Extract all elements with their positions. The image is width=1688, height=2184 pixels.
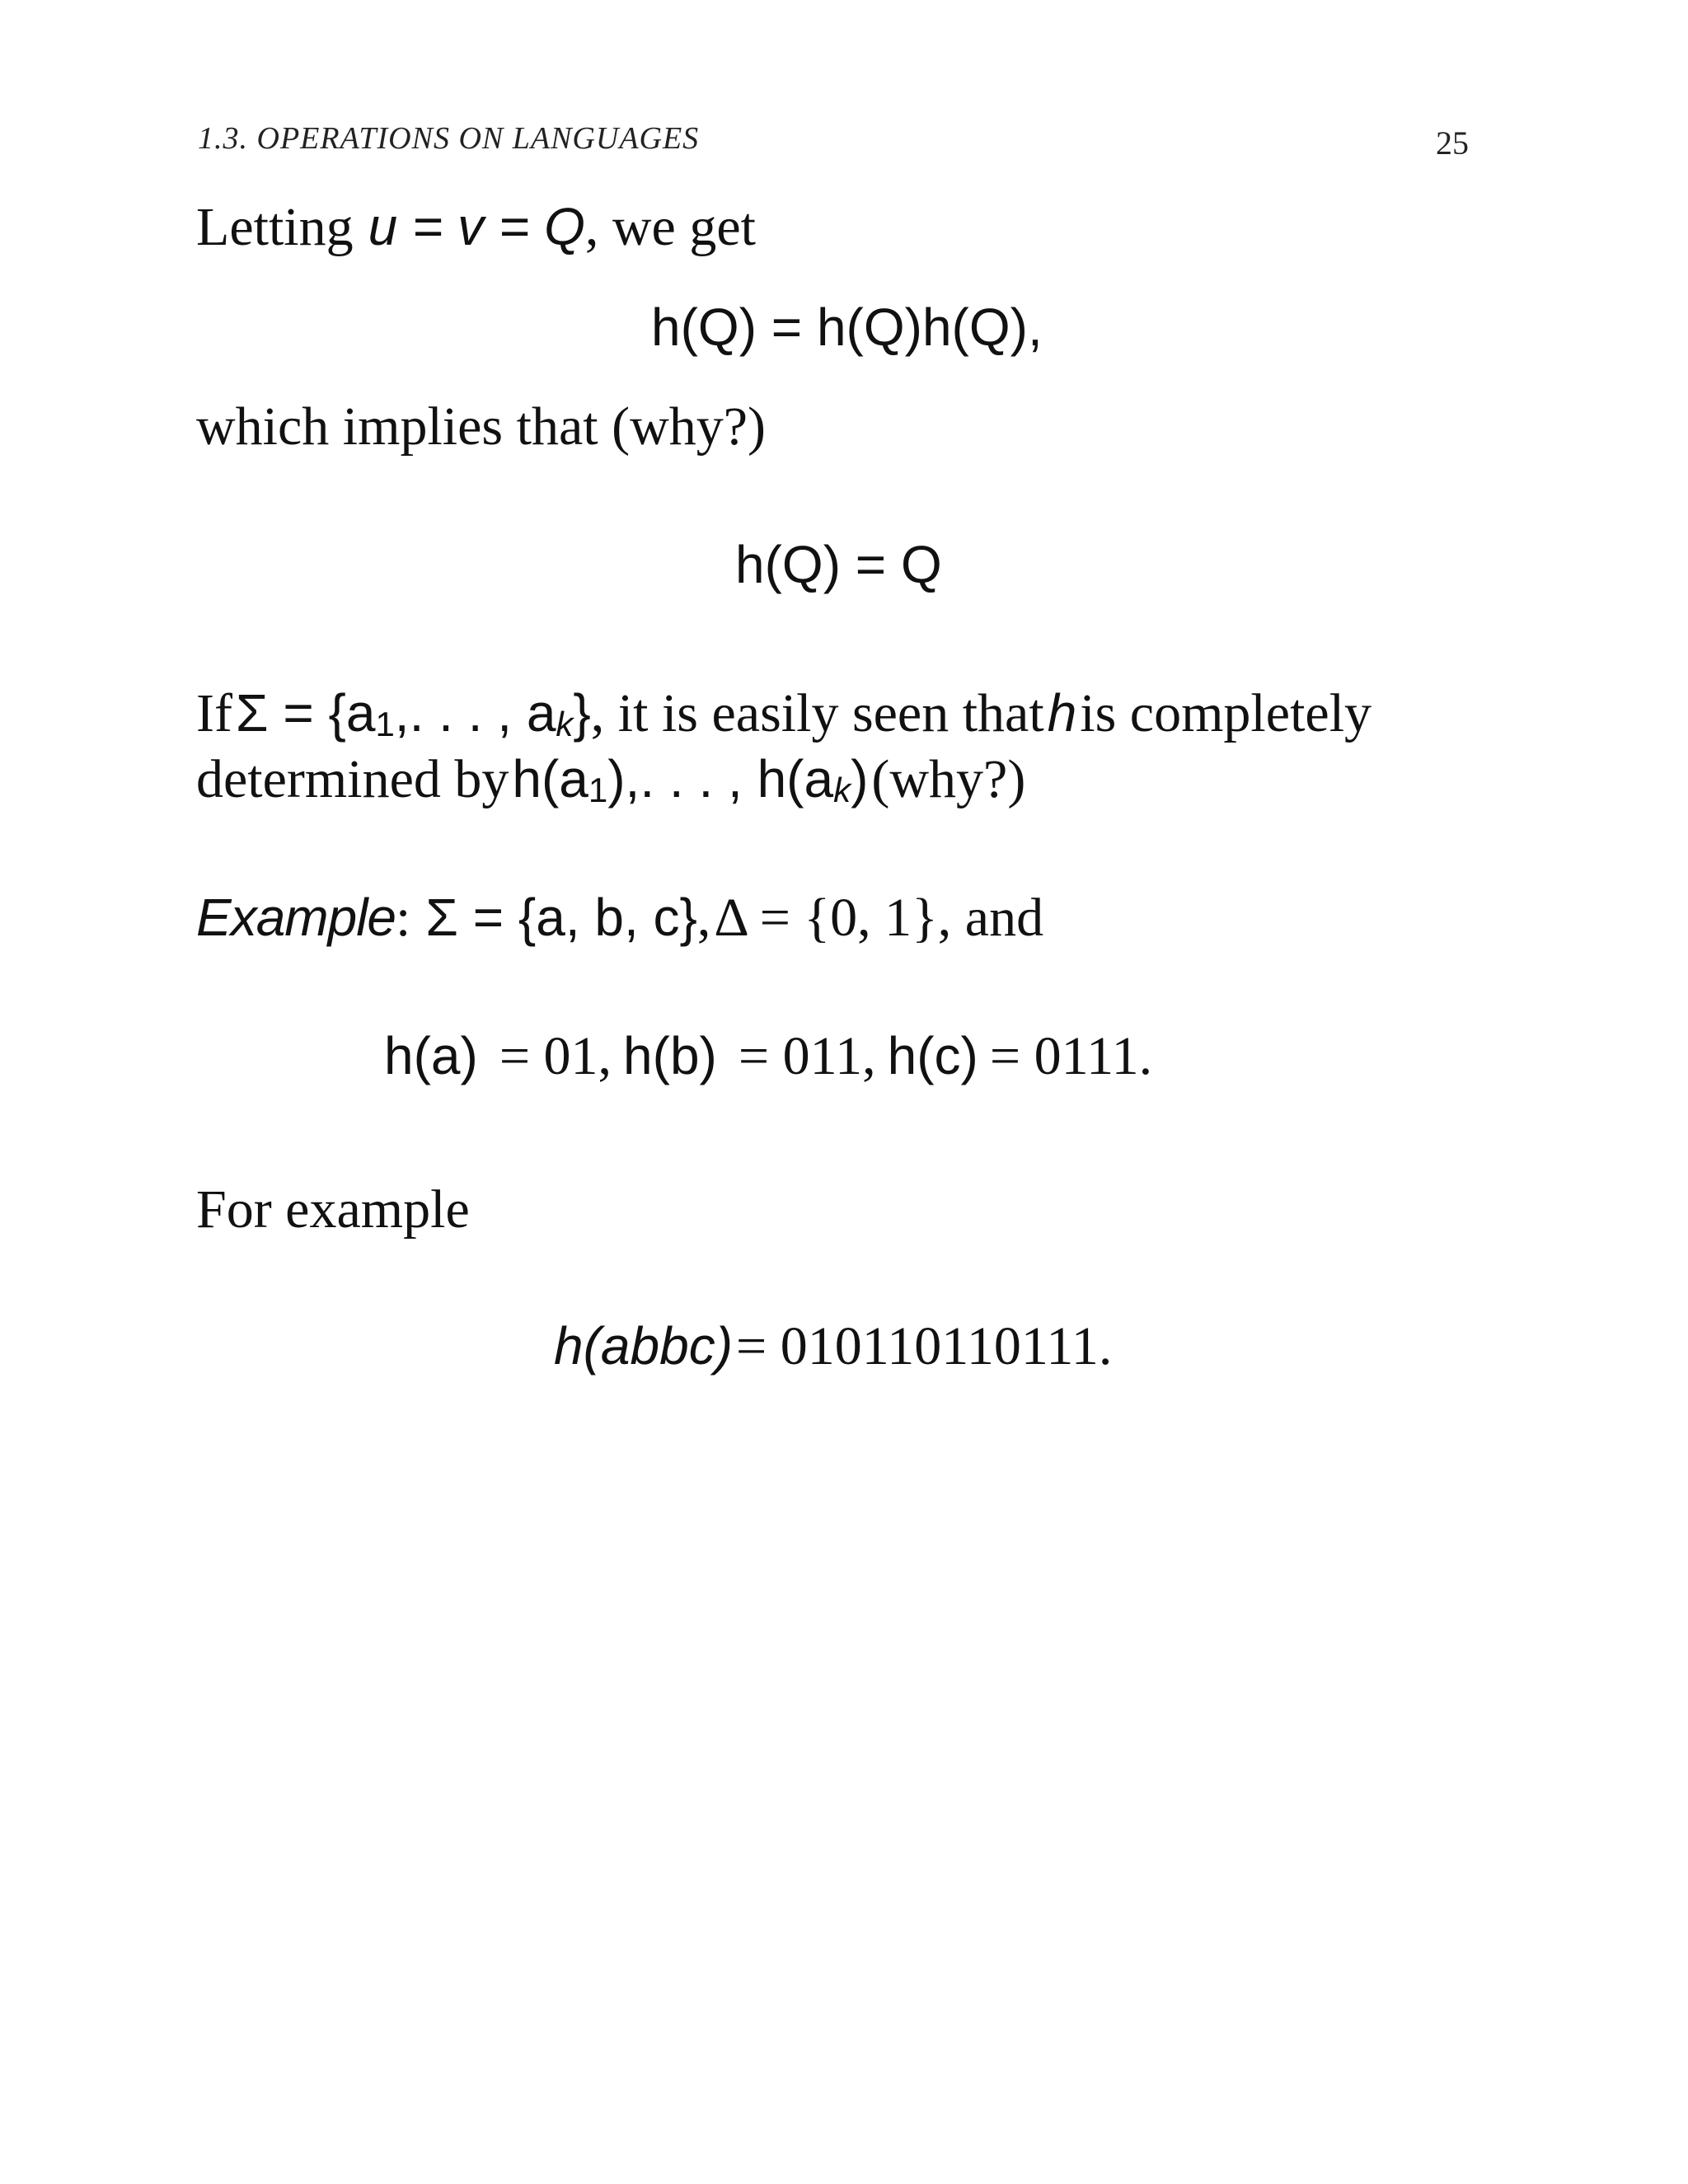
math-h-ak: ),. . . , h(a xyxy=(607,749,834,808)
label-example: Example xyxy=(196,888,396,947)
text-is-completely: is completely xyxy=(1080,683,1372,743)
equation-hq-product: h(Q) = h(Q)h(Q), xyxy=(651,298,1043,357)
math-close-paren: ) xyxy=(851,749,869,808)
math-sigma-set-open: Σ = {a xyxy=(235,683,376,743)
text-why: (why?) xyxy=(871,749,1026,809)
paragraph-which-implies: which implies that (why?) xyxy=(196,396,767,457)
paragraph-example xyxy=(196,887,1043,949)
math-eq-result: = 010110110111. xyxy=(736,1316,1113,1376)
text-letting: Letting xyxy=(196,197,354,257)
text-we-get: , we get xyxy=(584,197,756,257)
text-comma: , xyxy=(696,888,711,948)
math-subscript-1b: 1 xyxy=(588,771,608,809)
text-if: If xyxy=(196,683,232,743)
equation-h-values xyxy=(384,1025,1152,1088)
running-header: 1.3. OPERATIONS ON LANGUAGES xyxy=(198,121,700,156)
math-eq-0111: = 0111. xyxy=(989,1026,1153,1086)
text-easily-seen: , it is easily seen that xyxy=(590,683,1044,743)
math-h-c: h(c) xyxy=(887,1026,978,1085)
math-delta-01: Δ = {0, 1} xyxy=(714,888,938,948)
math-subscript-kb: k xyxy=(833,771,851,809)
math-eq-01: = 01, xyxy=(499,1026,612,1086)
math-u-v-q: u = v = Q xyxy=(368,197,585,256)
math-h: h xyxy=(1047,683,1077,743)
equation-hq-equals-q: h(Q) = Q xyxy=(735,535,942,594)
math-h-a1: h(a xyxy=(512,749,588,808)
text-colon: : xyxy=(396,888,411,948)
text-determined-by: determined by xyxy=(196,749,509,809)
math-h-abbc: h(abbc) xyxy=(554,1316,733,1376)
equation-h-abbc xyxy=(554,1315,1112,1378)
math-eq-011: = 011, xyxy=(738,1026,876,1086)
text-and: , and xyxy=(937,888,1044,948)
math-subscript-1: 1 xyxy=(375,705,395,743)
paragraph-if-sigma-line2 xyxy=(196,748,1025,811)
math-set-close: } xyxy=(573,683,591,743)
math-ellipsis-ak: ,. . . , a xyxy=(394,683,556,743)
math-subscript-k: k xyxy=(556,705,574,743)
page-number: 25 xyxy=(1436,124,1469,162)
paragraph-letting xyxy=(196,196,756,259)
paragraph-for-example: For example xyxy=(196,1179,470,1240)
math-sigma-abc: Σ = {a, b, c} xyxy=(425,888,697,947)
paragraph-if-sigma-line1 xyxy=(196,682,1372,745)
math-h-a: h(a) xyxy=(384,1026,478,1085)
math-h-b: h(b) xyxy=(623,1026,717,1085)
